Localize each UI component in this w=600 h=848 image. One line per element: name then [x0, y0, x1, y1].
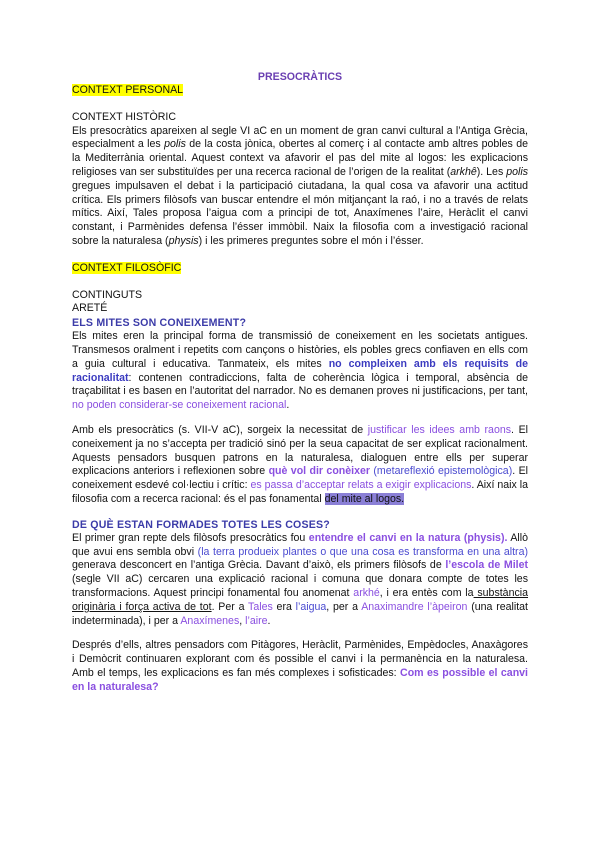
highlight-context-filosofic: CONTEXT FILOSÒFIC — [72, 261, 182, 274]
highlight-context-personal: CONTEXT PERSONAL — [72, 84, 184, 96]
paragraph-despres: Després d’ells, altres pensadors com Pitàgores, Heràclit, Parmènides, Empèdocles, Anaxàgores i Demòcrit continuaren explorant com és possible el canvi i la permanència en la naturalesa. Amb el temps, les explicacions es fan més complexes i sofisticades: Com es possible el canvi en la naturalesa? — [72, 639, 529, 693]
section-label-context-filosofic — [72, 262, 528, 276]
paragraph-coses: El primer gran repte dels filòsofs presocràtics fou entendre el canvi en la natura (physis). Allò que avui ens sembla obvi (la terra produeix plantes o que una cosa es transforma en una altra) generava desconcert en l’antiga Grècia. Davant d’això, els primers filòsofs de l’escola de Milet (segle VII aC) cercaren una explicació racional i comuna que donara compte de totes les transformacions. Aquest principi fonamental fou anomenat arkhé, i era entès com la substància originària i força activa de tot. Per a Tales era l’aigua, per a Anaximandre l’àpeiron (una realitat indeterminada), i per a Anaxímenes, l’aire. — [72, 531, 529, 627]
paragraph-context-historic: Els presocràtics apareixen al segle VI aC en un moment de gran canvi cultural a l’Antiga Grècia, especialment a les polis de la costa jònica, obertes al comerç i al contacte amb altres pobles de la Mediterrània oriental. Aquest context va afavorir el pas del mite al logos: les explicacions religioses van ser substituïdes per una recerca racional de l’origen de la realitat (arkhê). Les polis gregues impulsaven el debat i la participació ciutadana, la qual cosa va afavorir una actitud crítica. Els primers filòsofs van buscar entendre el món mitjançant la raó, i no a través de relats mítics. Així, Tales proposa l’aigua com a principi de tot, Anaxímenes l’aire, Heràclit el canvi constant, i Parmènides defensa l’ésser immòbil. Naix la filosofia com a investigació racional sobre la naturalesa (physis) i les primeres preguntes sobre el món i l’ésser. — [72, 124, 528, 247]
section-label-arete: ARETÉ — [72, 302, 108, 315]
heading-coses: DE QUÈ ESTAN FORMADES TOTES LES COSES? — [72, 518, 330, 531]
section-label-context-historic: CONTEXT HISTÒRIC — [72, 110, 176, 123]
heading-mites: ELS MITES SON CONEIXEMENT? — [72, 317, 247, 330]
paragraph-presocratics: Amb els presocràtics (s. VII-V aC), sorgeix la necessitat de justificar les idees amb raons. El coneixement ja no s’accepta per tradició sinó per la seua capacitat de ser explicat racionalment. Aquests pensadors busquen patrons en la naturalesa, dialoguen entre ells per superar explicacions anteriors i reflexionen sobre què vol dir conèixer (metareflexió epistemològica). El coneixement esdevé col·lectiu i crític: es passa d’acceptar relats a exigir explicacions. Així naix la filosofia com a recerca racional: és el pas fonamental del mite al logos. — [72, 423, 529, 505]
document-title: PRESOCRÀTICS — [257, 71, 343, 83]
section-label-continguts: CONTINGUTS — [72, 288, 143, 301]
document-page — [72, 70, 528, 694]
highlight-mite-logos: del mite al logos. — [324, 492, 405, 505]
section-label-context-personal — [72, 84, 528, 98]
paragraph-mites: Els mites eren la principal forma de transmissió de coneixement en les societats antigues. Transmesos oralment i repetits com cançons o històries, els pobles grecs confiaven en ells com a guia cultural i educativa. Tanmateix, els mites no compleixen amb els requisits de racionalitat: contenen contradiccions, falta de coherència lògica i temporal, absència de traçabilitat i es basen en l’autoritat del narrador. No es demanen proves ni justificacions, per tant, no poden considerar-se coneixement racional. — [72, 330, 528, 412]
